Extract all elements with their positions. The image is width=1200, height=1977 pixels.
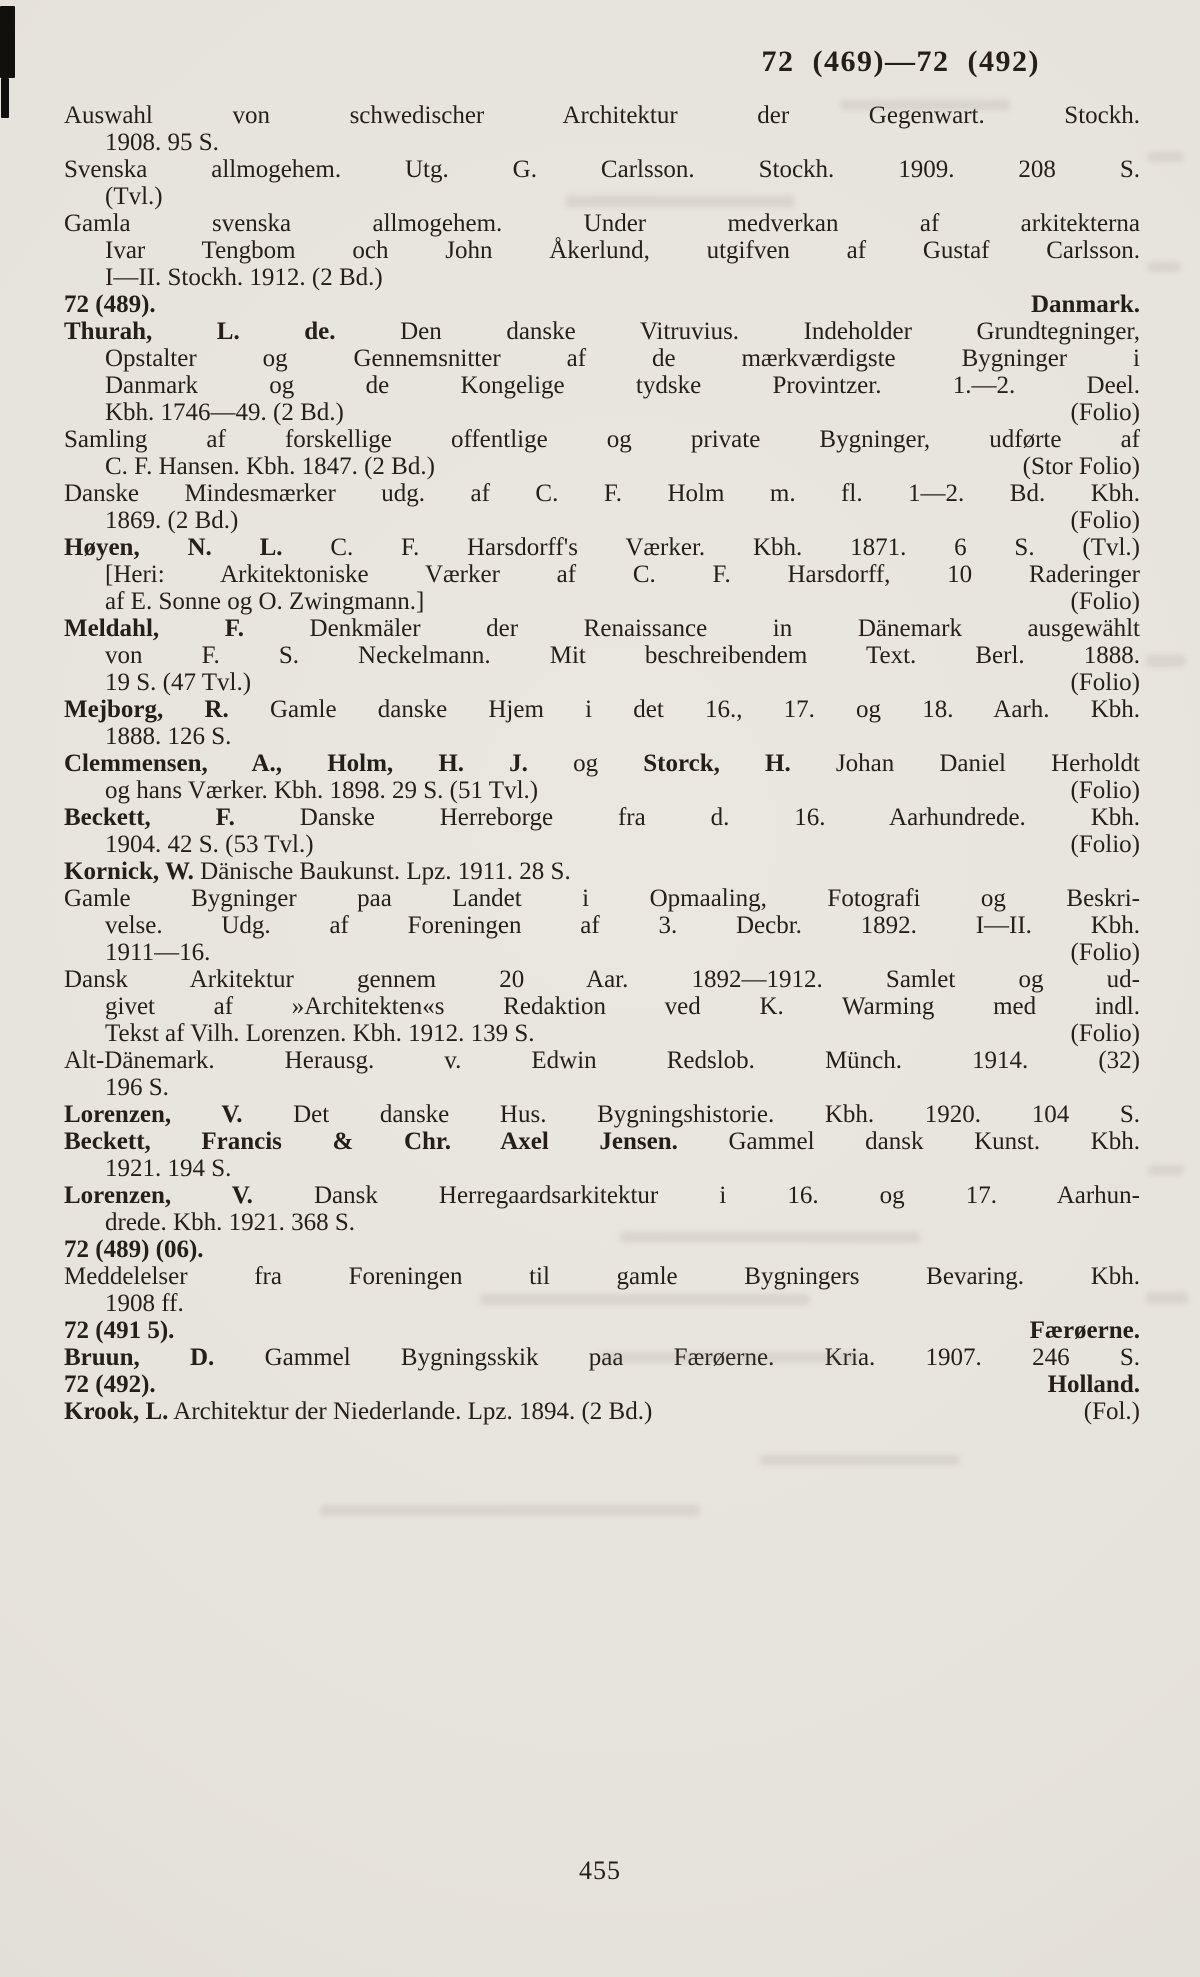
entry-text: Krook, L. Architektur der Niederlande. Lpz. 1894. (2 Bd.) xyxy=(64,1398,653,1425)
entry-line xyxy=(64,561,1140,588)
entry-annotation: (Folio) xyxy=(1070,399,1140,426)
entry-line xyxy=(64,129,1140,156)
entry-line xyxy=(64,399,1140,426)
entry-line xyxy=(64,588,1140,615)
entry-line xyxy=(64,507,1140,534)
entry-line xyxy=(64,534,1140,561)
entry-text: Danmark og de Kongelige tydske Provintzer. 1.—2. Deel. xyxy=(105,372,1140,399)
entry-text: Gamle Bygninger paa Landet i Opmaaling, Fotografi og Beskri- xyxy=(64,885,1140,912)
entry-line xyxy=(64,1290,1140,1317)
scan-edge-artifact xyxy=(1,78,9,118)
entry-line xyxy=(64,102,1140,129)
entry-text: Danske Mindesmærker udg. af C. F. Holm m. fl. 1—2. Bd. Kbh. xyxy=(64,480,1140,507)
entry-text: 72 (489) (06). xyxy=(64,1236,204,1263)
entry-line xyxy=(64,237,1140,264)
entry-line xyxy=(64,1128,1140,1155)
entry-text: velse. Udg. af Foreningen af 3. Decbr. 1892. I—II. Kbh. xyxy=(105,912,1140,939)
entry-text: Dansk Arkitektur gennem 20 Aar. 1892—1912. Samlet og ud- xyxy=(64,966,1140,993)
entry-annotation: (Folio) xyxy=(1070,507,1140,534)
scan-edge-artifact xyxy=(0,6,15,78)
bleedthrough-artifact xyxy=(760,1455,960,1465)
entry-text: Mejborg, R. Gamle danske Hjem i det 16., 17. og 18. Aarh. Kbh. xyxy=(64,696,1140,723)
entry-text: Lorenzen, V. Dansk Herregaardsarkitektur i 16. og 17. Aarhun- xyxy=(64,1182,1140,1209)
entry-annotation: Danmark. xyxy=(1030,291,1140,318)
entry-line xyxy=(64,696,1140,723)
entry-line xyxy=(64,1020,1140,1047)
entry-text: 1911—16. xyxy=(105,939,211,966)
entry-text: givet af »Architekten«s Redaktion ved K. Warming med indl. xyxy=(105,993,1140,1020)
entry-text: 1921. 194 S. xyxy=(105,1155,232,1182)
entry-text: 19 S. (47 Tvl.) xyxy=(105,669,252,696)
entry-text: Svenska allmogehem. Utg. G. Carlsson. Stockh. 1909. 208 S. xyxy=(64,156,1140,183)
entry-text: 72 (491 5). xyxy=(64,1317,175,1344)
bleedthrough-artifact xyxy=(320,1505,700,1516)
entry-annotation: (Folio) xyxy=(1070,831,1140,858)
entry-line xyxy=(64,723,1140,750)
entry-text: Høyen, N. L. C. F. Harsdorff's Værker. Kbh. 1871. 6 S. (Tvl.) xyxy=(64,534,1140,561)
entry-line xyxy=(64,453,1140,480)
entry-text: [Heri: Arkitektoniske Værker af C. F. Harsdorff, 10 Raderinger xyxy=(105,561,1140,588)
entry-text: Meddelelser fra Foreningen til gamle Bygningers Bevaring. Kbh. xyxy=(64,1263,1140,1290)
entry-text: 72 (489). xyxy=(64,291,156,318)
entry-line xyxy=(64,372,1140,399)
entry-annotation: (Stor Folio) xyxy=(1022,453,1140,480)
entry-line xyxy=(64,426,1140,453)
entry-line xyxy=(64,291,1140,318)
entry-text: von F. S. Neckelmann. Mit beschreibendem Text. Berl. 1888. xyxy=(105,642,1140,669)
entry-line xyxy=(64,318,1140,345)
entry-text: Gamla svenska allmogehem. Under medverkan af arkitekterna xyxy=(64,210,1140,237)
entry-text: Meldahl, F. Denkmäler der Renaissance in Dänemark ausgewählt xyxy=(64,615,1140,642)
entry-text: 1869. (2 Bd.) xyxy=(105,507,239,534)
entry-annotation: (Fol.) xyxy=(1083,1398,1140,1425)
entry-text: drede. Kbh. 1921. 368 S. xyxy=(105,1209,355,1236)
entry-line xyxy=(64,993,1140,1020)
entry-text: Ivar Tengbom och John Åkerlund, utgifven af Gustaf Carlsson. xyxy=(105,237,1140,264)
entry-text: Alt-Dänemark. Herausg. v. Edwin Redslob. Münch. 1914. (32) xyxy=(64,1047,1140,1074)
entry-text: og hans Værker. Kbh. 1898. 29 S. (51 Tvl.) xyxy=(105,777,539,804)
entry-text: Lorenzen, V. Det danske Hus. Bygningshistorie. Kbh. 1920. 104 S. xyxy=(64,1101,1140,1128)
entry-line xyxy=(64,480,1140,507)
entry-line xyxy=(64,183,1140,210)
entry-line xyxy=(64,1344,1140,1371)
entry-line xyxy=(64,1371,1140,1398)
entry-line xyxy=(64,1101,1140,1128)
entry-annotation: (Folio) xyxy=(1070,588,1140,615)
entry-line xyxy=(64,669,1140,696)
entry-line xyxy=(64,966,1140,993)
entry-line xyxy=(64,1236,1140,1263)
entry-annotation: (Folio) xyxy=(1070,939,1140,966)
running-head: 72 (469)—72 (492) xyxy=(761,45,1040,78)
entry-text: I—II. Stockh. 1912. (2 Bd.) xyxy=(105,264,383,291)
entry-line xyxy=(64,804,1140,831)
page-number: 455 xyxy=(579,1856,621,1885)
entry-text: 1888. 126 S. xyxy=(105,723,232,750)
entry-text: Beckett, F. Danske Herreborge fra d. 16. Aarhundrede. Kbh. xyxy=(64,804,1140,831)
entry-line xyxy=(64,1182,1140,1209)
entry-text: 1908. 95 S. xyxy=(105,129,219,156)
entry-text: 196 S. xyxy=(105,1074,169,1101)
entry-line xyxy=(64,858,1140,885)
entry-line xyxy=(64,615,1140,642)
entry-annotation: (Folio) xyxy=(1070,1020,1140,1047)
entry-text: Beckett, Francis & Chr. Axel Jensen. Gammel dansk Kunst. Kbh. xyxy=(64,1128,1140,1155)
entry-line xyxy=(64,1263,1140,1290)
entry-annotation: Holland. xyxy=(1047,1371,1140,1398)
entry-line xyxy=(64,750,1140,777)
entry-text: 1904. 42 S. (53 Tvl.) xyxy=(105,831,314,858)
entry-text: Tekst af Vilh. Lorenzen. Kbh. 1912. 139 S. xyxy=(105,1020,535,1047)
entry-line xyxy=(64,1317,1140,1344)
bibliography-text xyxy=(0,102,1200,1425)
entry-line xyxy=(64,345,1140,372)
entry-line xyxy=(64,642,1140,669)
entry-line xyxy=(64,885,1140,912)
entry-text: af E. Sonne og O. Zwingmann.] xyxy=(105,588,425,615)
entry-line xyxy=(64,912,1140,939)
entry-line xyxy=(64,1398,1140,1425)
entry-text: C. F. Hansen. Kbh. 1847. (2 Bd.) xyxy=(105,453,435,480)
entry-text: 72 (492). xyxy=(64,1371,156,1398)
entry-line xyxy=(64,831,1140,858)
entry-text: Bruun, D. Gammel Bygningsskik paa Færøerne. Kria. 1907. 246 S. xyxy=(64,1344,1140,1371)
entry-annotation: Færøerne. xyxy=(1029,1317,1140,1344)
entry-line xyxy=(64,1074,1140,1101)
entry-line xyxy=(64,1209,1140,1236)
entry-line xyxy=(64,210,1140,237)
entry-annotation: (Folio) xyxy=(1070,777,1140,804)
entry-text: 1908 ff. xyxy=(105,1290,184,1317)
entry-text: Kornick, W. Dänische Baukunst. Lpz. 1911. 28 S. xyxy=(64,858,571,885)
entry-line xyxy=(64,156,1140,183)
entry-text: Opstalter og Gennemsnitter af de mærkværdigste Bygninger i xyxy=(105,345,1140,372)
entry-annotation: (Folio) xyxy=(1070,669,1140,696)
entry-text: Samling af forskellige offentlige og private Bygninger, udførte af xyxy=(64,426,1140,453)
entry-line xyxy=(64,1155,1140,1182)
entry-line xyxy=(64,264,1140,291)
entry-text: Thurah, L. de. Den danske Vitruvius. Indeholder Grundtegninger, xyxy=(64,318,1140,345)
entry-text: Auswahl von schwedischer Architektur der Gegenwart. Stockh. xyxy=(64,102,1140,129)
entry-text: Kbh. 1746—49. (2 Bd.) xyxy=(105,399,344,426)
entry-line xyxy=(64,777,1140,804)
entry-line xyxy=(64,1047,1140,1074)
entry-text: Clemmensen, A., Holm, H. J. og Storck, H. Johan Daniel Herholdt xyxy=(64,750,1140,777)
entry-line xyxy=(64,939,1140,966)
entry-text: (Tvl.) xyxy=(105,183,163,210)
